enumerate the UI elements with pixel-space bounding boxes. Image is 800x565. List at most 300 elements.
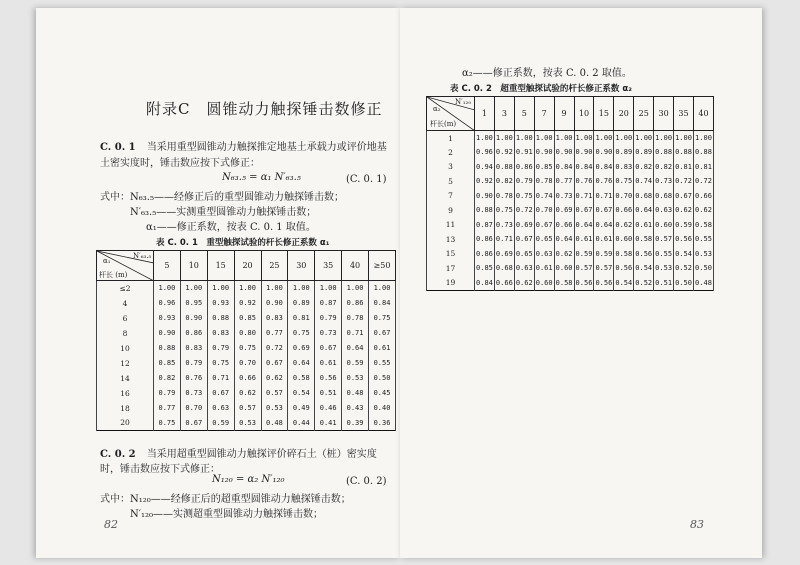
table1-col-header: 10 [180, 251, 207, 281]
table-cell: 0.69 [514, 218, 534, 233]
table-cell: 0.59 [594, 247, 614, 262]
table-cell: 0.85 [234, 311, 261, 326]
c01-def-1: N₆₃.₅——经修正后的重型圆锥动力触探锤击数； [130, 192, 344, 203]
c01-eq-number: (C. 0. 1) [346, 174, 387, 185]
c02-def-1: N₁₂₀——经修正后的超重型圆锥动力触探锤击数； [130, 494, 351, 505]
table-cell: 0.67 [574, 203, 594, 218]
c01-text1: 当采用重型圆锥动力触探推定地基土承载力或评价地基 [146, 142, 387, 153]
table-cell: 0.88 [654, 145, 674, 160]
row-label: 11 [427, 218, 475, 233]
table2-col-header: 9 [554, 97, 574, 131]
table-cell: 0.86 [342, 296, 369, 311]
table-cell: 1.00 [315, 281, 342, 296]
table-cell: 1.00 [288, 281, 315, 296]
table-cell: 0.82 [634, 160, 654, 175]
table-cell: 0.62 [614, 218, 634, 233]
table-cell: 0.67 [180, 416, 207, 431]
table-cell: 0.85 [475, 261, 495, 276]
table-cell: 0.78 [342, 311, 369, 326]
table-cell: 0.61 [534, 261, 554, 276]
table-cell: 0.86 [514, 160, 534, 175]
table2-caption: 表 C. 0. 2 超重型触探试验的杆长修正系数 α₂ [450, 84, 632, 94]
table-row [427, 218, 714, 233]
table-cell: 0.68 [634, 189, 654, 204]
table-cell: 0.70 [234, 356, 261, 371]
table-cell: 0.58 [288, 371, 315, 386]
c02-formula: N₁₂₀ = α₂ N′₁₂₀ [212, 474, 285, 485]
table1-col-header: 5 [154, 251, 181, 281]
table-cell: 0.61 [594, 232, 614, 247]
table-row [427, 131, 714, 146]
table-cell: 0.61 [634, 218, 654, 233]
table-row [97, 401, 396, 416]
table-cell: 0.61 [574, 232, 594, 247]
table-cell: 0.60 [554, 261, 574, 276]
table-cell: 0.93 [207, 296, 234, 311]
table-cell: 0.77 [154, 401, 181, 416]
row-label: 15 [427, 247, 475, 262]
table-cell: 0.73 [494, 218, 514, 233]
table2-col-header: 10 [574, 97, 594, 131]
table-cell: 1.00 [342, 281, 369, 296]
c02-text2: 时，锤击数应按下式修正： [100, 464, 220, 475]
table2-col-header: 30 [654, 97, 674, 131]
table-cell: 0.61 [369, 341, 396, 356]
table-cell: 0.89 [614, 145, 634, 160]
table-cell: 0.86 [475, 232, 495, 247]
table-cell: 0.64 [594, 218, 614, 233]
table-cell: 0.36 [369, 416, 396, 431]
table-cell: 0.67 [594, 203, 614, 218]
table-cell: 0.63 [534, 247, 554, 262]
table-cell: 1.00 [614, 131, 634, 146]
table-cell: 0.48 [261, 416, 288, 431]
table2-col-header: 35 [674, 97, 694, 131]
table-cell: 0.94 [475, 160, 495, 175]
table-cell: 0.75 [154, 416, 181, 431]
table1-caption: 表 C. 0. 1 重型触探试验的杆长修正系数 α₁ [156, 238, 330, 248]
row-label: 4 [97, 296, 154, 311]
appendix-title: 附录C 圆锥动力触探锤击数修正 [146, 100, 383, 118]
table-cell: 0.79 [207, 341, 234, 356]
table-cell: 0.60 [534, 276, 554, 291]
table-cell: 0.81 [674, 160, 694, 175]
table-cell: 0.56 [315, 371, 342, 386]
table-cell: 0.86 [475, 247, 495, 262]
table-row [97, 311, 396, 326]
table-cell: 0.83 [614, 160, 634, 175]
table1-col-header: 20 [234, 251, 261, 281]
table-cell: 0.56 [634, 247, 654, 262]
c01-line1 [100, 138, 387, 153]
table-cell: 1.00 [654, 131, 674, 146]
table-cell: 0.62 [674, 203, 694, 218]
table-cell: 0.57 [594, 261, 614, 276]
row-label: 9 [427, 203, 475, 218]
c02-line1 [100, 445, 377, 460]
table2-corner-cell [427, 97, 475, 131]
table-cell: 1.00 [634, 131, 654, 146]
table-cell: 0.85 [534, 160, 554, 175]
table-cell: 0.57 [574, 261, 594, 276]
table-cell: 0.64 [574, 218, 594, 233]
table-cell: 0.45 [369, 386, 396, 401]
table-cell: 0.75 [288, 326, 315, 341]
table-cell: 0.51 [315, 386, 342, 401]
table-cell: 0.69 [494, 247, 514, 262]
table2 [426, 96, 714, 291]
table-cell: 0.76 [180, 371, 207, 386]
table-cell: 0.65 [534, 232, 554, 247]
table-cell: 0.56 [674, 232, 694, 247]
table-cell: 0.95 [180, 296, 207, 311]
table-row [427, 160, 714, 175]
table-row [97, 341, 396, 356]
table-cell: 0.57 [234, 401, 261, 416]
table-cell: 0.84 [594, 160, 614, 175]
table-cell: 0.78 [494, 189, 514, 204]
table-row [427, 145, 714, 160]
table-cell: 0.55 [369, 356, 396, 371]
table-cell: 0.66 [614, 203, 634, 218]
table-cell: 0.71 [342, 326, 369, 341]
table-cell: 0.62 [514, 276, 534, 291]
table-cell: 0.53 [261, 401, 288, 416]
table-cell: 1.00 [594, 131, 614, 146]
table-cell: 0.79 [154, 386, 181, 401]
table-cell: 0.58 [554, 276, 574, 291]
table-cell: 0.82 [494, 174, 514, 189]
table-cell: 0.90 [534, 145, 554, 160]
table-cell: 0.71 [207, 371, 234, 386]
table-cell: 0.48 [342, 386, 369, 401]
table-cell: 0.75 [614, 174, 634, 189]
table-cell: 0.73 [654, 174, 674, 189]
table-cell: 0.74 [634, 174, 654, 189]
table-cell: 0.90 [180, 311, 207, 326]
table-cell: 0.90 [475, 189, 495, 204]
row-label: 13 [427, 232, 475, 247]
table-cell: 0.43 [342, 401, 369, 416]
right-page [400, 8, 762, 558]
c01-text2: 土密实度时，锤击数应按下式修正： [100, 158, 260, 169]
table-row [97, 416, 396, 431]
table2-corner-top: N′₁₂₀ [455, 98, 472, 106]
row-label: 7 [427, 189, 475, 204]
table1-col-header: 30 [288, 251, 315, 281]
table-row [97, 296, 396, 311]
table-cell: 0.53 [342, 371, 369, 386]
table-cell: 0.58 [693, 218, 713, 233]
table-row [427, 247, 714, 262]
table-row [427, 203, 714, 218]
table-cell: 0.86 [180, 326, 207, 341]
table-cell: 0.64 [634, 203, 654, 218]
table-cell: 0.52 [674, 261, 694, 276]
row-label: 1 [427, 131, 475, 146]
row-label: 6 [97, 311, 154, 326]
table2-col-header: 25 [634, 97, 654, 131]
table-row [97, 326, 396, 341]
table-cell: 0.75 [369, 311, 396, 326]
table-cell: 0.53 [693, 247, 713, 262]
table-cell: 1.00 [554, 131, 574, 146]
table-cell: 0.69 [288, 341, 315, 356]
table-cell: 0.67 [534, 218, 554, 233]
table-row [97, 356, 396, 371]
row-label: ≤2 [97, 281, 154, 296]
table-cell: 0.90 [154, 326, 181, 341]
table-cell: 0.70 [180, 401, 207, 416]
table-cell: 0.88 [674, 145, 694, 160]
table-cell: 1.00 [693, 131, 713, 146]
table-cell: 0.75 [207, 356, 234, 371]
table-cell: 0.65 [514, 247, 534, 262]
table-cell: 0.81 [288, 311, 315, 326]
c01-formula: N₆₃.₅ = α₁ N′₆₃.₅ [222, 172, 301, 183]
table-cell: 0.68 [494, 261, 514, 276]
table-cell: 0.90 [594, 145, 614, 160]
table-cell: 0.64 [288, 356, 315, 371]
table-cell: 0.72 [261, 341, 288, 356]
table-cell: 0.88 [475, 203, 495, 218]
table-row [427, 276, 714, 291]
row-label: 2 [427, 145, 475, 160]
table1-col-header: 15 [207, 251, 234, 281]
table-cell: 0.66 [693, 189, 713, 204]
table-cell: 0.79 [180, 356, 207, 371]
table-row [97, 371, 396, 386]
table-cell: 0.84 [554, 160, 574, 175]
table-cell: 0.46 [315, 401, 342, 416]
table-cell: 0.60 [614, 232, 634, 247]
table-cell: 0.40 [369, 401, 396, 416]
table-cell: 0.64 [342, 341, 369, 356]
table-cell: 0.92 [234, 296, 261, 311]
table-cell: 0.71 [494, 232, 514, 247]
table1-col-header: ≥50 [369, 251, 396, 281]
table-cell: 0.72 [674, 174, 694, 189]
table-cell: 0.91 [514, 145, 534, 160]
alpha2-definition: α₂——修正系数，按表 C. 0. 2 取值。 [462, 68, 632, 79]
table2-col-header: 1 [475, 97, 495, 131]
table-cell: 0.67 [207, 386, 234, 401]
table-cell: 0.57 [261, 386, 288, 401]
table-cell: 0.56 [614, 261, 634, 276]
table-cell: 0.49 [288, 401, 315, 416]
table-cell: 0.96 [154, 296, 181, 311]
table-cell: 0.67 [674, 189, 694, 204]
table-cell: 0.63 [514, 261, 534, 276]
row-label: 14 [97, 371, 154, 386]
table2-col-header: 20 [614, 97, 634, 131]
table-cell: 0.67 [514, 232, 534, 247]
table1-corner-row: 杆长 (m) [99, 271, 128, 279]
c02-eq-number: (C. 0. 2) [346, 476, 387, 487]
table-cell: 0.67 [261, 356, 288, 371]
row-label: 20 [97, 416, 154, 431]
c02-def-2: N′₁₂₀——实测超重型圆锥动力触探锤击数； [130, 509, 324, 520]
table-cell: 0.75 [234, 341, 261, 356]
c01-def-3: α₁——修正系数，按表 C. 0. 1 取值。 [146, 222, 316, 233]
c02-label: C. 0. 2 [100, 449, 136, 460]
table-cell: 1.00 [369, 281, 396, 296]
table-cell: 0.59 [342, 356, 369, 371]
table-cell: 0.58 [634, 232, 654, 247]
table-cell: 0.83 [180, 341, 207, 356]
row-label: 5 [427, 174, 475, 189]
table-cell: 0.59 [674, 218, 694, 233]
table-cell: 0.63 [654, 203, 674, 218]
table-cell: 0.53 [234, 416, 261, 431]
table-cell: 0.59 [574, 247, 594, 262]
table-cell: 0.62 [261, 371, 288, 386]
table-cell: 1.00 [234, 281, 261, 296]
table-row [97, 386, 396, 401]
table-cell: 0.73 [180, 386, 207, 401]
table-cell: 0.54 [634, 261, 654, 276]
table-cell: 0.41 [315, 416, 342, 431]
table-cell: 1.00 [261, 281, 288, 296]
table-cell: 0.60 [654, 218, 674, 233]
table-cell: 0.66 [494, 276, 514, 291]
table-cell: 0.39 [342, 416, 369, 431]
table-cell: 0.96 [475, 145, 495, 160]
c01-label: C. 0. 1 [100, 142, 136, 153]
table-cell: 0.50 [674, 276, 694, 291]
table2-corner-row: 杆长(m) [430, 120, 457, 128]
table-cell: 0.59 [207, 416, 234, 431]
table-cell: 0.79 [514, 174, 534, 189]
table-cell: 0.79 [315, 311, 342, 326]
table-cell: 0.92 [475, 174, 495, 189]
table2-col-header: 5 [514, 97, 534, 131]
table-cell: 0.75 [494, 203, 514, 218]
table2-col-header: 40 [693, 97, 713, 131]
table-cell: 0.68 [654, 189, 674, 204]
table-cell: 0.75 [514, 189, 534, 204]
table-cell: 0.61 [315, 356, 342, 371]
table2-col-header: 3 [494, 97, 514, 131]
table-cell: 0.87 [315, 296, 342, 311]
table-cell: 0.84 [475, 276, 495, 291]
table-cell: 1.00 [475, 131, 495, 146]
table-cell: 0.87 [475, 218, 495, 233]
table-cell: 0.82 [654, 160, 674, 175]
row-label: 12 [97, 356, 154, 371]
table-cell: 0.83 [261, 311, 288, 326]
table-cell: 0.90 [574, 145, 594, 160]
table-cell: 0.89 [634, 145, 654, 160]
table-cell: 0.55 [654, 247, 674, 262]
table-cell: 0.54 [288, 386, 315, 401]
table-cell: 1.00 [514, 131, 534, 146]
table1-col-header: 40 [342, 251, 369, 281]
table-cell: 0.83 [207, 326, 234, 341]
table-cell: 0.66 [234, 371, 261, 386]
table-cell: 0.50 [369, 371, 396, 386]
table-cell: 1.00 [207, 281, 234, 296]
table-cell: 0.84 [574, 160, 594, 175]
table-cell: 0.67 [369, 326, 396, 341]
table-cell: 0.89 [288, 296, 315, 311]
table-cell: 0.71 [594, 189, 614, 204]
table2-col-header: 15 [594, 97, 614, 131]
table-cell: 0.93 [154, 311, 181, 326]
table-cell: 0.88 [207, 311, 234, 326]
row-label: 8 [97, 326, 154, 341]
table-cell: 0.51 [654, 276, 674, 291]
table-cell: 1.00 [494, 131, 514, 146]
table2-corner-alpha: α₂ [433, 105, 441, 113]
table-cell: 0.56 [594, 276, 614, 291]
table-cell: 0.90 [554, 145, 574, 160]
table-cell: 0.85 [154, 356, 181, 371]
table-cell: 0.80 [234, 326, 261, 341]
table-cell: 1.00 [574, 131, 594, 146]
table-cell: 0.62 [554, 247, 574, 262]
table-cell: 0.88 [693, 145, 713, 160]
row-label: 18 [97, 401, 154, 416]
table-cell: 0.71 [574, 189, 594, 204]
table-cell: 1.00 [180, 281, 207, 296]
table1-col-header: 35 [315, 251, 342, 281]
table-cell: 0.73 [554, 189, 574, 204]
page-number-right: 83 [690, 518, 704, 531]
table-row [427, 174, 714, 189]
c02-where-prefix: 式中： [100, 494, 130, 505]
table-cell: 0.67 [315, 341, 342, 356]
table-cell: 0.74 [534, 189, 554, 204]
table-cell: 0.84 [369, 296, 396, 311]
table-cell: 0.70 [614, 189, 634, 204]
table-cell: 0.88 [154, 341, 181, 356]
table-cell: 0.50 [693, 261, 713, 276]
table-cell: 0.72 [514, 203, 534, 218]
table-cell: 0.64 [554, 232, 574, 247]
c02-text1: 当采用超重型圆锥动力触探评价碎石土（桩）密实度 [146, 449, 377, 460]
row-label: 17 [427, 261, 475, 276]
table-cell: 0.56 [574, 276, 594, 291]
table-cell: 0.76 [594, 174, 614, 189]
c01-where-prefix: 式中： [100, 192, 130, 203]
table-cell: 0.73 [315, 326, 342, 341]
table-cell: 1.00 [154, 281, 181, 296]
table-cell: 0.77 [261, 326, 288, 341]
table-cell: 0.53 [654, 261, 674, 276]
table1-corner-alpha: α₁ [103, 257, 111, 265]
table-cell: 0.63 [207, 401, 234, 416]
table-cell: 0.78 [534, 174, 554, 189]
table-cell: 1.00 [674, 131, 694, 146]
row-label: 16 [97, 386, 154, 401]
table-cell: 0.48 [693, 276, 713, 291]
table-cell: 0.62 [234, 386, 261, 401]
table-cell: 0.82 [154, 371, 181, 386]
table-cell: 0.54 [614, 276, 634, 291]
table-cell: 0.77 [554, 174, 574, 189]
table-row [427, 261, 714, 276]
table-cell: 1.00 [534, 131, 554, 146]
table1-corner-cell [97, 251, 154, 281]
row-label: 19 [427, 276, 475, 291]
table2-col-header: 7 [534, 97, 554, 131]
table-cell: 0.54 [674, 247, 694, 262]
table-cell: 0.76 [574, 174, 594, 189]
row-label: 3 [427, 160, 475, 175]
table-cell: 0.88 [494, 160, 514, 175]
page-number-left: 82 [104, 518, 118, 531]
